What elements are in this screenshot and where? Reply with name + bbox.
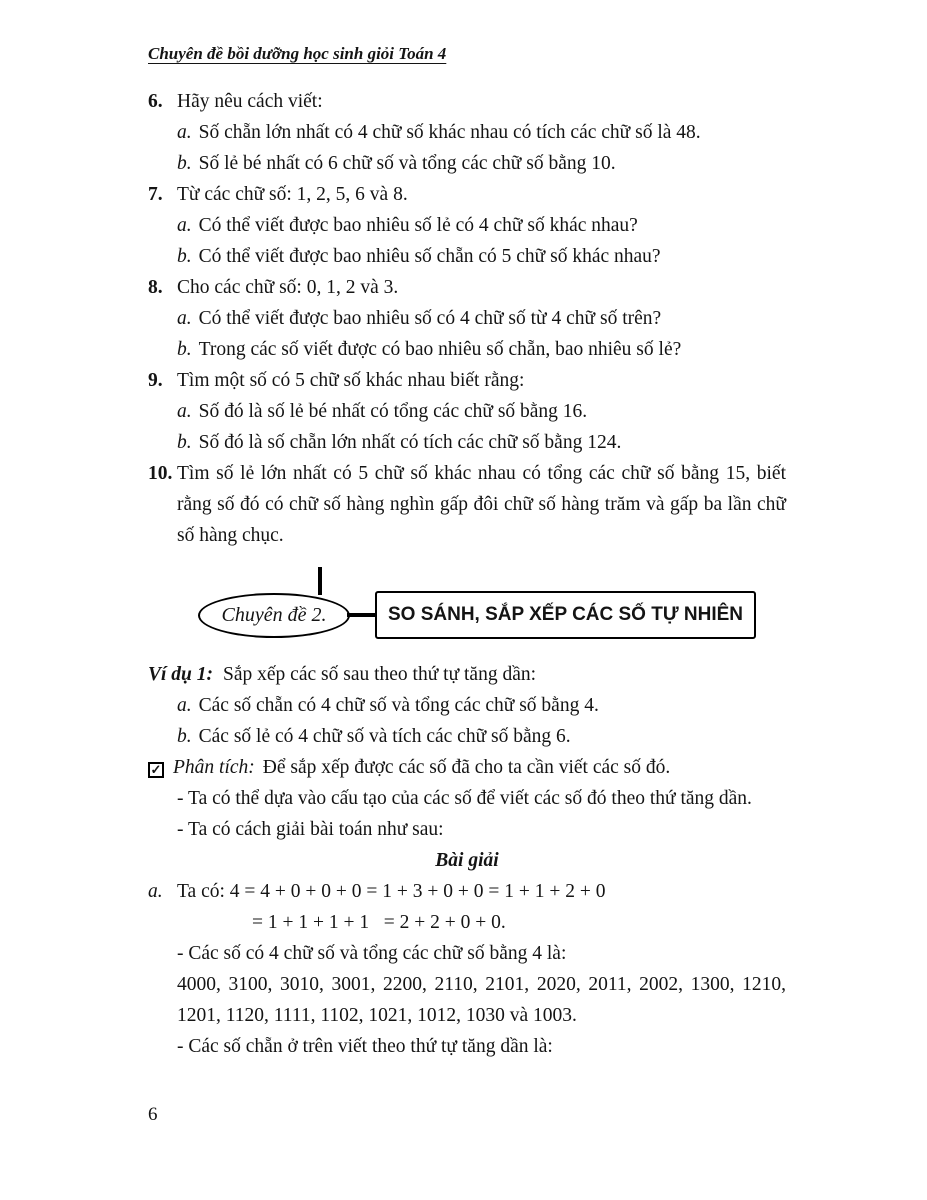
problem-part [177,241,786,272]
solution-bullet: - Các số chẵn ở trên viết theo thứ tự tăng dần là: [177,1036,553,1057]
part-text: Số chẵn lớn nhất có 4 chữ số khác nhau có tích các chữ số là 48. [198,122,701,143]
section-title: SO SÁNH, SẮP XẾP CÁC SỐ TỰ NHIÊN [387,604,744,625]
checked-checkbox-icon [148,762,164,778]
problem-number: 6. [148,91,163,112]
solution-part-a [148,876,786,938]
example-part [177,721,786,752]
example-label: Ví dụ 1: [148,664,214,685]
problem-content [177,365,786,458]
page-number: 6 [148,1104,158,1125]
problem-content [177,86,786,179]
problem-number: 10. [148,463,173,484]
example-part [177,690,786,721]
problem-intro: Tìm số lẻ lớn nhất có 5 chữ số khác nhau có tổng các chữ số bằng 15, biết rằng số đó có chữ số hàng nghìn gấp đôi chữ số hàng trăm và gấp ba lần chữ số hàng chục. [177,463,786,546]
analysis-bullet: - Ta có cách giải bài toán như sau: [177,819,444,840]
problem-intro: Cho các chữ số: 0, 1, 2 và 3. [177,277,399,298]
part-label: b. [177,339,192,360]
problem-9 [148,365,786,458]
problem-content [177,272,786,365]
section-badge-label: Chuyên đề 2. [221,604,327,626]
part-text: Trong các số viết được có bao nhiêu số chẵn, bao nhiêu số lẻ? [198,339,682,360]
part-label: a. [177,308,192,329]
problem-part [177,396,786,427]
problem-10 [148,458,786,551]
section-title-box [375,591,756,639]
part-label: b. [177,153,192,174]
part-label: a. [177,401,192,422]
solution-equations [177,876,786,938]
part-text: Số đó là số chẵn lớn nhất có tích các chữ số bằng 124. [198,432,622,453]
problem-6 [148,86,786,179]
problem-number: 8. [148,277,163,298]
part-label: a. [177,122,192,143]
problem-intro: Hãy nêu cách viết: [177,91,323,112]
problem-intro: Từ các chữ số: 1, 2, 5, 6 và 8. [177,184,408,205]
solution-bullet: - Các số có 4 chữ số và tổng các chữ số bằng 4 là: [177,943,567,964]
problem-number: 9. [148,370,163,391]
problem-part [177,117,786,148]
part-label: b. [177,246,192,267]
analysis-line [148,752,786,783]
equation-line: Ta có: 4 = 4 + 0 + 0 + 0 = 1 + 3 + 0 + 0 = 1 + 1 + 2 + 0 [177,881,606,902]
part-label: a. [177,215,192,236]
problem-content [177,179,786,272]
problem-8 [148,272,786,365]
connector-line [347,613,377,617]
problem-part [177,210,786,241]
problem-intro: Tìm một số có 5 chữ số khác nhau biết rằng: [177,370,525,391]
problem-part [177,427,786,458]
example-section [148,659,786,1062]
solution-numbers: 4000, 3100, 3010, 3001, 2200, 2110, 2101, 2020, 2011, 2002, 1300, 1210, 1201, 1120, 1111, 1102, 1021, 1012, 1030 và 1003. [177,974,786,1026]
example-intro: Sắp xếp các số sau theo thứ tự tăng dần: [223,664,537,685]
part-label: b. [177,432,192,453]
analysis-text: Để sắp xếp được các số đã cho ta cần viết các số đó. [262,757,671,778]
problem-part [177,148,786,179]
solution-title: Bài giải [435,850,499,871]
analysis-label: Phân tích: [173,757,255,778]
section-badge [198,593,350,638]
part-text: Có thể viết được bao nhiêu số lẻ có 4 chữ số khác nhau? [198,215,638,236]
part-label: a. [177,695,192,716]
section-divider [148,567,786,647]
check-glyph: ✓ [150,762,162,777]
running-header: Chuyên đề bồi dưỡng học sinh giỏi Toán 4 [148,44,447,63]
part-text: Các số chẵn có 4 chữ số và tổng các chữ số bằng 4. [198,695,599,716]
part-label: b. [177,726,192,747]
problem-part [177,334,786,365]
problem-content [177,458,786,551]
problem-part [177,303,786,334]
connector-tick-line [318,567,322,595]
part-text: Có thể viết được bao nhiêu số có 4 chữ số từ 4 chữ số trên? [198,308,662,329]
problem-list [148,86,786,551]
part-text: Số lẻ bé nhất có 6 chữ số và tổng các chữ số bằng 10. [198,153,616,174]
part-text: Có thể viết được bao nhiêu số chẵn có 5 chữ số khác nhau? [198,246,661,267]
part-label: a. [148,881,163,902]
analysis-bullet: - Ta có thể dựa vào cấu tạo của các số để viết các số đó theo thứ tăng dần. [177,788,752,809]
example-heading-line [148,659,786,690]
equation-line: = 1 + 1 + 1 + 1 = 2 + 2 + 0 + 0. [252,912,506,933]
part-text: Các số lẻ có 4 chữ số và tích các chữ số bằng 6. [198,726,571,747]
part-text: Số đó là số lẻ bé nhất có tổng các chữ số bằng 16. [198,401,588,422]
problem-number: 7. [148,184,163,205]
problem-7 [148,179,786,272]
